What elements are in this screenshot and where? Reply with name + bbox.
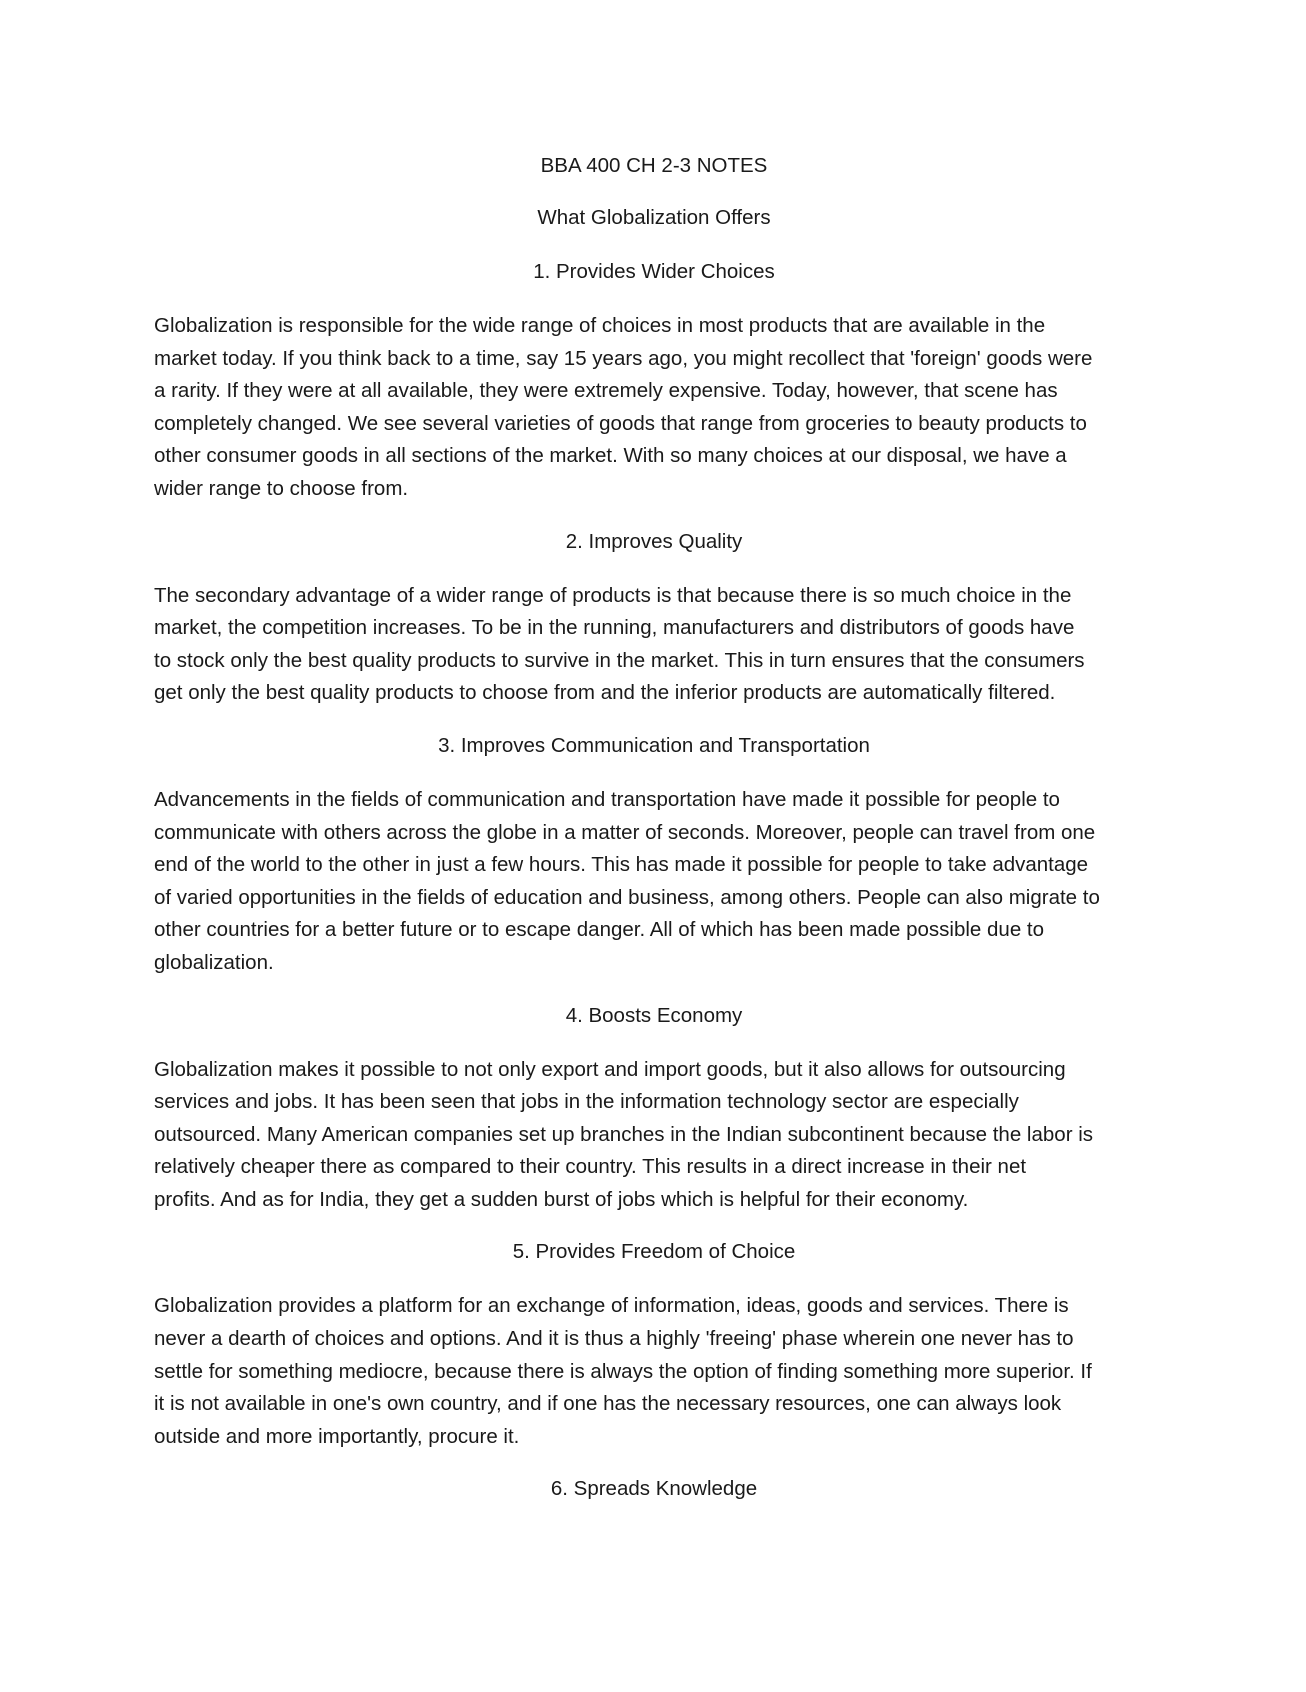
paragraph-line: The secondary advantage of a wider range of products is that because there is so much choice in the <box>154 583 1072 607</box>
paragraph-line: completely changed. We see several varieties of goods that range from groceries to beauty products to <box>154 411 1087 435</box>
section-paragraph <box>154 784 1154 980</box>
paragraph-line: services and jobs. It has been seen that jobs in the information technology sector are especially <box>154 1090 1019 1114</box>
paragraph-line: profits. And as for India, they get a sudden burst of jobs which is helpful for their economy. <box>154 1187 969 1211</box>
section-heading: 5. Provides Freedom of Choice <box>512 1240 796 1264</box>
section-heading: 6. Spreads Knowledge <box>550 1477 758 1501</box>
document-subtitle: What Globalization Offers <box>537 206 771 229</box>
section-heading: 3. Improves Communication and Transportation <box>438 733 870 757</box>
paragraph-line: globalization. <box>154 950 274 974</box>
paragraph-line: Globalization makes it possible to not only export and import goods, but it also allows for outsourcing <box>154 1057 1066 1081</box>
paragraph-line: never a dearth of choices and options. And it is thus a highly 'freeing' phase wherein one never has to <box>154 1327 1074 1351</box>
paragraph-line: end of the world to the other in just a few hours. This has made it possible for people to take advantage <box>154 853 1089 877</box>
paragraph-line: wider range to choose from. <box>154 476 409 500</box>
paragraph-line: a rarity. If they were at all available, they were extremely expensive. Today, however, that scene has <box>154 379 1058 403</box>
section-paragraph <box>154 310 1154 506</box>
paragraph-line: other countries for a better future or to escape danger. All of which has been made possible due to <box>154 918 1045 942</box>
section-paragraph <box>154 1054 1154 1217</box>
section-paragraph <box>154 1290 1154 1453</box>
paragraph-line: market, the competition increases. To be in the running, manufacturers and distributors of goods have <box>154 616 1075 640</box>
section-paragraph <box>154 580 1154 710</box>
document-body <box>154 150 1154 1527</box>
document-title: BBA 400 CH 2-3 NOTES <box>540 154 768 177</box>
paragraph-line: it is not available in one's own country, and if one has the necessary resources, one can always look <box>154 1392 1062 1416</box>
paragraph-line: communicate with others across the globe in a matter of seconds. Moreover, people can travel from one <box>154 820 1096 844</box>
paragraph-line: settle for something mediocre, because there is always the option of finding something more superior. If <box>154 1359 1092 1383</box>
paragraph-line: of varied opportunities in the fields of education and business, among others. People can also migrate to <box>154 885 1100 909</box>
paragraph-line: other consumer goods in all sections of the market. With so many choices at our disposal, we have a <box>154 444 1067 468</box>
section-heading: 2. Improves Quality <box>565 529 743 553</box>
paragraph-line: to stock only the best quality products to survive in the market. This in turn ensures that the consumers <box>154 648 1085 672</box>
section-heading: 1. Provides Wider Choices <box>533 260 775 283</box>
paragraph-line: outside and more importantly, procure it. <box>154 1424 520 1448</box>
paragraph-line: market today. If you think back to a time, say 15 years ago, you might recollect that 'foreign' goods were <box>154 346 1093 370</box>
paragraph-line: Globalization is responsible for the wide range of choices in most products that are available in the <box>154 314 1046 337</box>
paragraph-line: relatively cheaper there as compared to their country. This results in a direct increase in their net <box>154 1155 1027 1179</box>
section-heading: 4. Boosts Economy <box>565 1003 743 1027</box>
paragraph-line: get only the best quality products to choose from and the inferior products are automatically filtered. <box>154 681 1056 705</box>
paragraph-line: Globalization provides a platform for an exchange of information, ideas, goods and services. There is <box>154 1294 1069 1318</box>
paragraph-line: outsourced. Many American companies set up branches in the Indian subcontinent because the labor is <box>154 1122 1094 1146</box>
paragraph-line: Advancements in the fields of communication and transportation have made it possible for people to <box>154 787 1060 811</box>
